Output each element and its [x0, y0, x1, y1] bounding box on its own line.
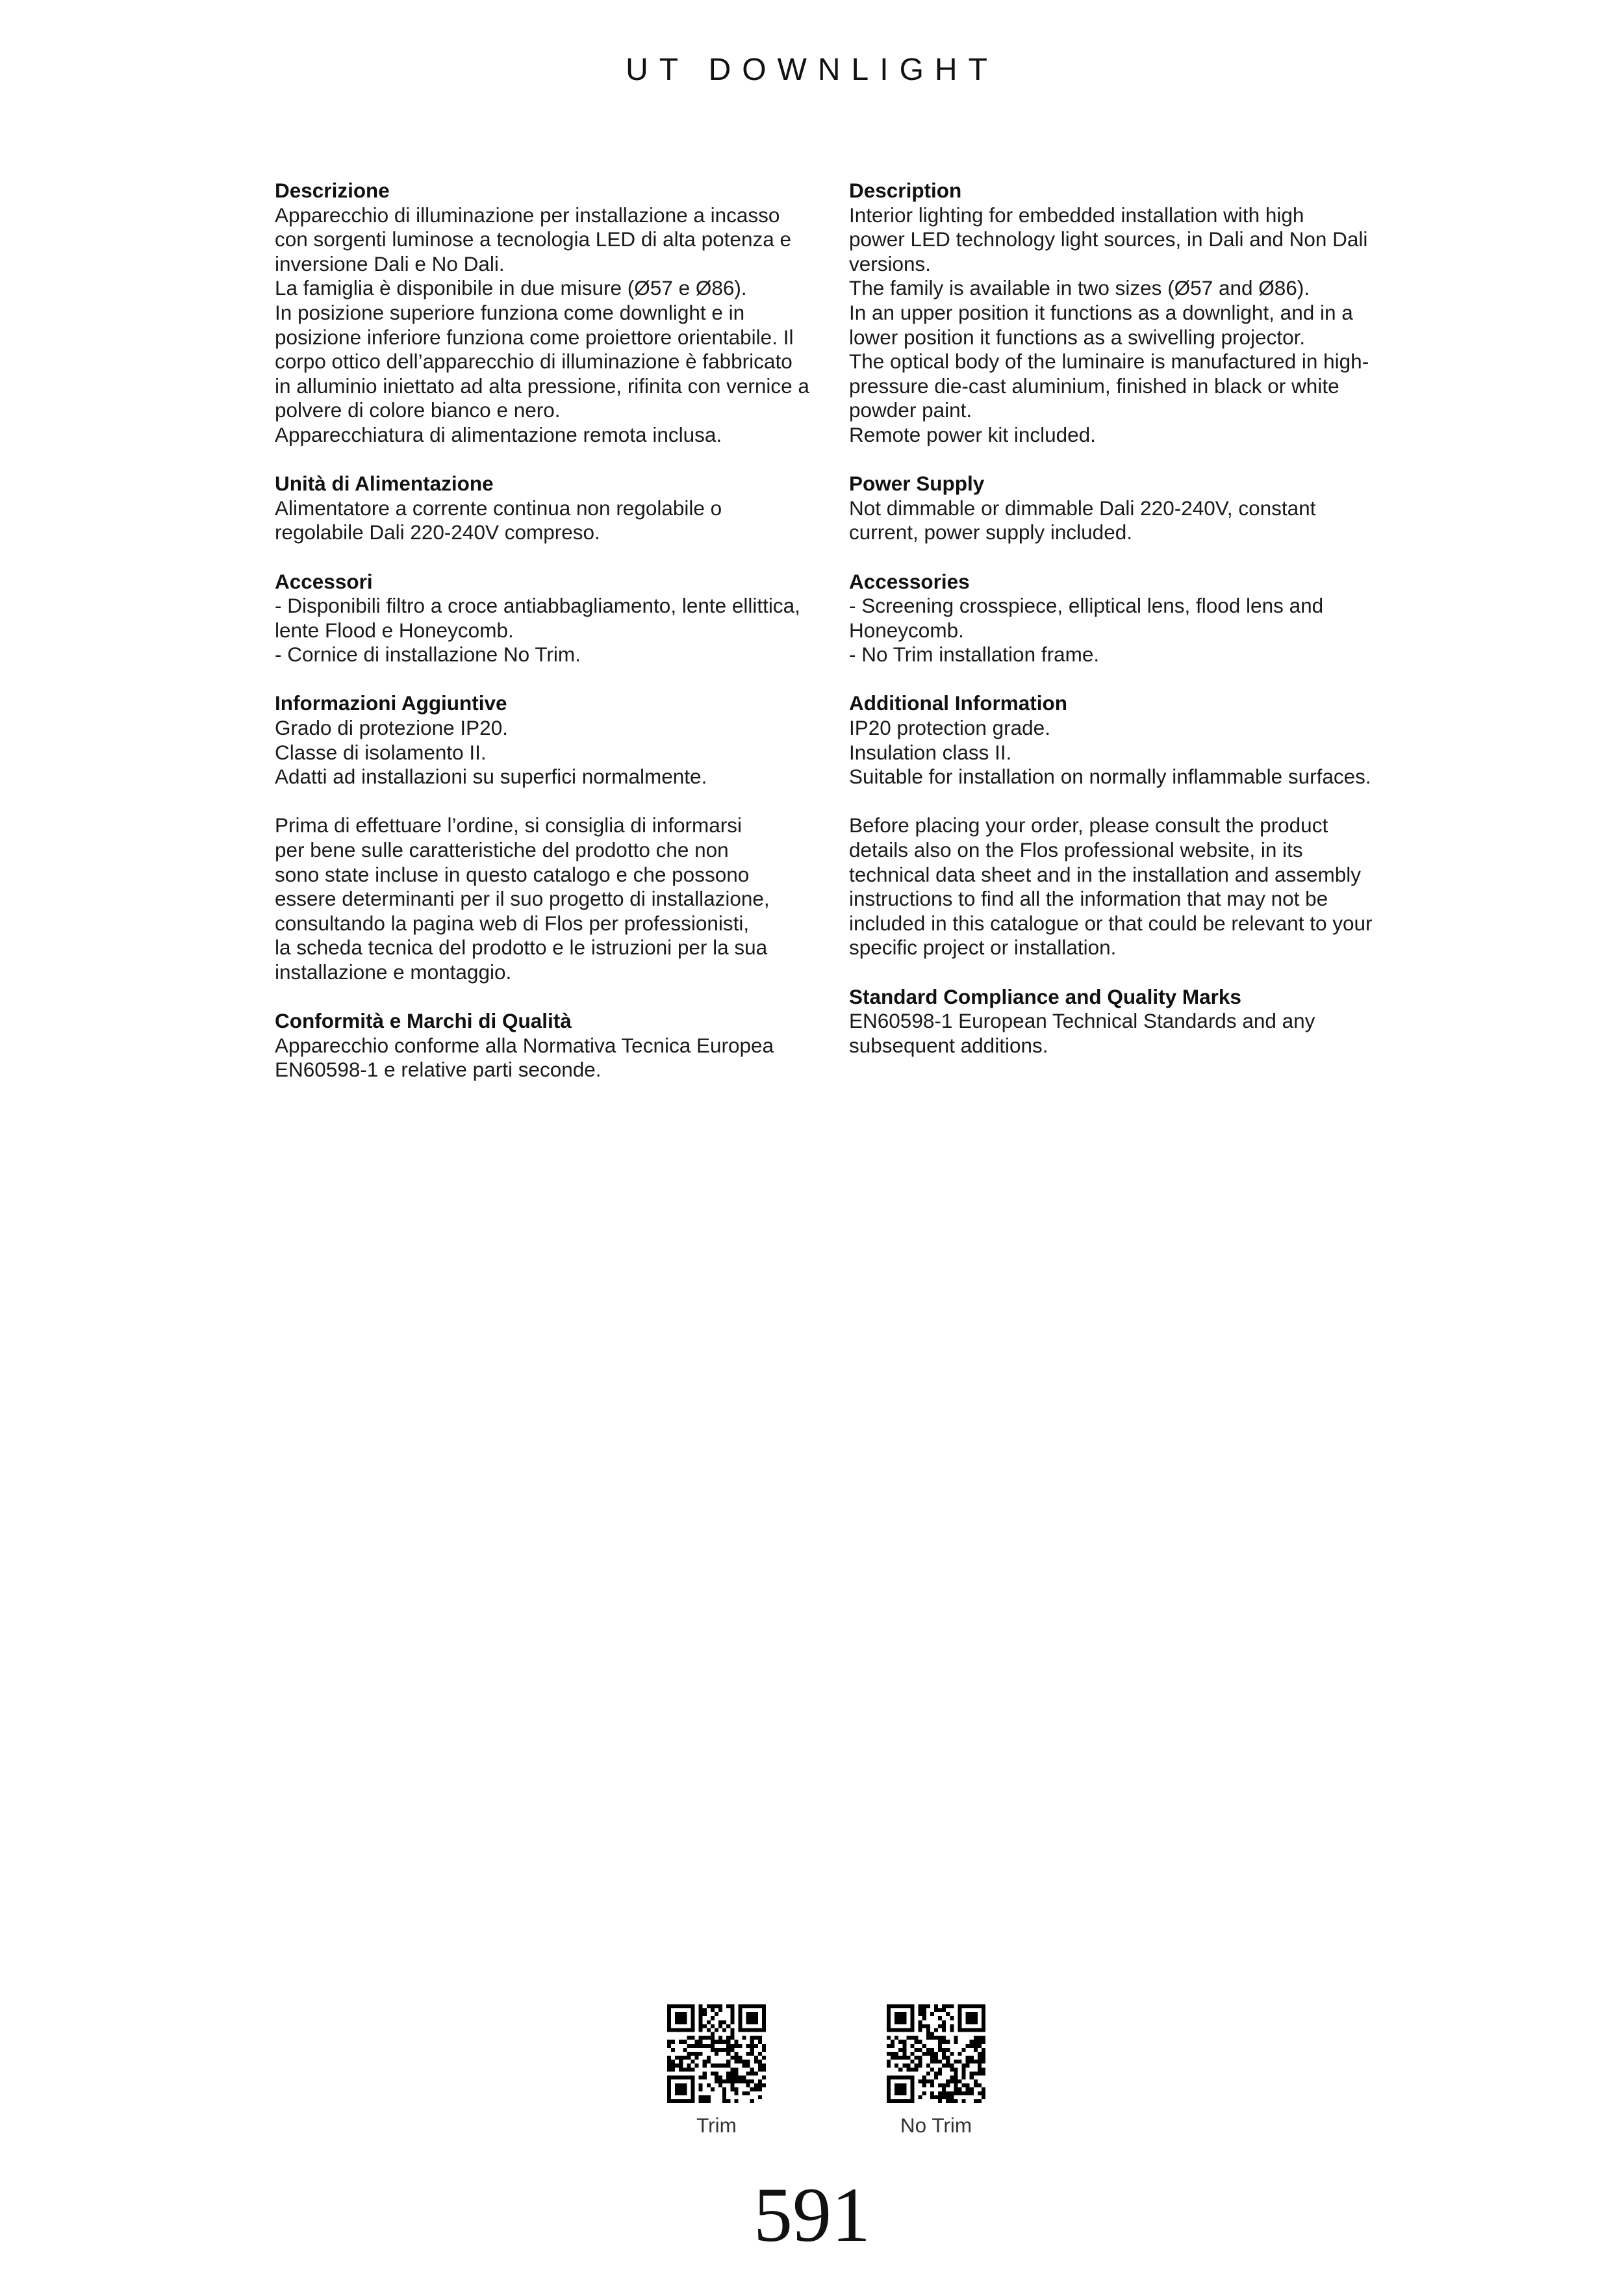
text-line: in alluminio iniettato ad alta pressione, rifinita con vernice a	[275, 374, 809, 398]
text-line: Apparecchio conforme alla Normativa Tecnica Europea	[275, 1033, 774, 1057]
text-line: Apparecchiatura di alimentazione remota inclusa.	[275, 422, 722, 446]
text-line: essere determinanti per il suo progetto di installazione,	[275, 887, 770, 911]
qr-block-no-trim	[858, 2004, 1014, 2138]
text-line: versions.	[849, 251, 932, 275]
section-heading: Additional Information	[849, 691, 1067, 715]
text-line: Classe di isolamento II.	[275, 740, 487, 764]
text-line: Not dimmable or dimmable Dali 220-240V, constant	[849, 496, 1316, 520]
text-line: consultando la pagina web di Flos per professionisti,	[275, 911, 750, 935]
text-line: Grado di protezione IP20.	[275, 716, 508, 740]
english-section	[849, 985, 1388, 1058]
text-line: Prima di effettuare l’ordine, si consiglia di informarsi	[275, 813, 742, 837]
text-line: lower position it functions as a swivelling projector.	[849, 325, 1306, 349]
text-line: regolabile Dali 220-240V compreso.	[275, 520, 600, 544]
section-heading: Accessories	[849, 569, 970, 593]
text-line: Apparecchio di illuminazione per installazione a incasso	[275, 203, 780, 227]
qr-label-trim: Trim	[696, 2114, 737, 2137]
italian-column	[275, 179, 814, 1107]
text-line: The optical body of the luminaire is manufactured in high-	[849, 350, 1369, 374]
text-line: power LED technology light sources, in Dali and Non Dali	[849, 227, 1368, 251]
text-line: - Cornice di installazione No Trim.	[275, 643, 581, 667]
text-line: installazione e montaggio.	[275, 960, 512, 984]
italian-section	[275, 472, 814, 545]
text-line: - Disponibili filtro a croce antiabbagliamento, lente ellittica,	[275, 594, 800, 618]
text-line: Adatti ad installazioni su superfici normalmente.	[275, 765, 707, 789]
text-line: EN60598-1 European Technical Standards and any	[849, 1009, 1315, 1033]
text-line: posizione inferiore funziona come proiettore orientabile. Il	[275, 325, 794, 349]
text-line: powder paint.	[849, 398, 972, 422]
english-section	[849, 813, 1388, 960]
section-heading: Conformità e Marchi di Qualità	[275, 1009, 572, 1033]
text-line: specific project or installation.	[849, 936, 1117, 960]
section-heading: Informazioni Aggiuntive	[275, 691, 507, 715]
italian-section	[275, 570, 814, 667]
text-line: technical data sheet and in the installation and assembly	[849, 862, 1362, 886]
page-title: UT DOWNLIGHT	[626, 53, 998, 87]
text-line: Suitable for installation on normally inflammable surfaces.	[849, 765, 1371, 789]
english-section	[849, 472, 1388, 545]
section-heading: Standard Compliance and Quality Marks	[849, 984, 1241, 1008]
text-line: Interior lighting for embedded installation with high	[849, 203, 1304, 227]
text-line: Insulation class II.	[849, 740, 1012, 764]
section-heading: Power Supply	[849, 472, 985, 496]
text-line: In an upper position it functions as a downlight, and in a	[849, 300, 1353, 324]
qr-block-trim	[639, 2004, 794, 2138]
english-column	[849, 179, 1388, 1082]
text-line: pressure die-cast aluminium, finished in black or white	[849, 374, 1339, 398]
text-line: Remote power kit included.	[849, 422, 1096, 446]
section-heading: Description	[849, 179, 962, 202]
text-line: included in this catalogue or that could be relevant to your	[849, 911, 1373, 935]
text-line: inversione Dali e No Dali.	[275, 251, 505, 275]
text-line: Honeycomb.	[849, 618, 964, 642]
english-section	[849, 570, 1388, 667]
qr-code-icon[interactable]	[667, 2004, 766, 2103]
english-section	[849, 179, 1388, 448]
text-line: IP20 protection grade.	[849, 716, 1050, 740]
text-line: The family is available in two sizes (Ø57 and Ø86).	[849, 276, 1310, 300]
italian-section	[275, 691, 814, 789]
text-line: corpo ottico dell’apparecchio di illuminazione è fabbricato	[275, 350, 793, 374]
text-line: lente Flood e Honeycomb.	[275, 618, 514, 642]
section-heading: Unità di Alimentazione	[275, 472, 494, 496]
qr-label-no-trim: No Trim	[900, 2114, 972, 2137]
text-line: In posizione superiore funziona come downlight e in	[275, 300, 745, 324]
page-number: 591	[754, 2171, 870, 2258]
text-line: details also on the Flos professional website, in its	[849, 838, 1303, 862]
text-line: current, power supply included.	[849, 520, 1132, 544]
text-line: sono state incluse in questo catalogo e che possono	[275, 862, 750, 886]
text-line: instructions to find all the information that may not be	[849, 887, 1328, 911]
text-line: con sorgenti luminose a tecnologia LED di alta potenza e	[275, 227, 792, 251]
section-heading: Accessori	[275, 569, 373, 593]
italian-section	[275, 813, 814, 984]
qr-code-icon[interactable]	[887, 2004, 985, 2103]
text-line: - No Trim installation frame.	[849, 643, 1100, 667]
text-line: Before placing your order, please consult the product	[849, 813, 1328, 837]
italian-section	[275, 1009, 814, 1082]
text-line: - Screening crosspiece, elliptical lens, flood lens and	[849, 594, 1324, 618]
text-line: EN60598-1 e relative parti seconde.	[275, 1058, 602, 1082]
text-line: La famiglia è disponibile in due misure (Ø57 e Ø86).	[275, 276, 747, 300]
text-line: polvere di colore bianco e nero.	[275, 398, 561, 422]
text-line: Alimentatore a corrente continua non regolabile o	[275, 496, 722, 520]
text-line: la scheda tecnica del prodotto e le istruzioni per la sua	[275, 936, 768, 960]
text-line: per bene sulle caratteristiche del prodotto che non	[275, 838, 729, 862]
italian-section	[275, 179, 814, 448]
english-section	[849, 691, 1388, 789]
text-line: subsequent additions.	[849, 1033, 1048, 1057]
section-heading: Descrizione	[275, 179, 390, 202]
